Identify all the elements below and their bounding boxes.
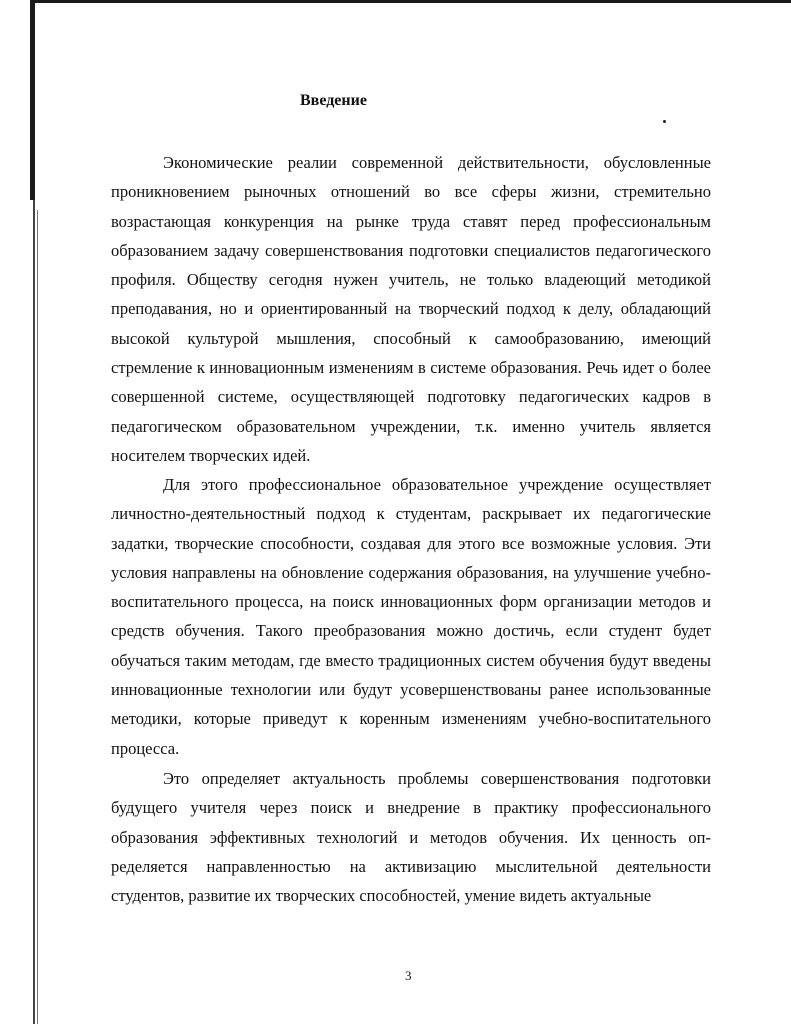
scan-border-top bbox=[34, 0, 791, 3]
paragraph-3: Это определяет актуальность проблемы совершенствования подготовки будущего учителя через поиск и внедрение в практику профессионального образования эффективных технологий и методов обучения. Их ценность определяется направленностью на активизацию мыслительной деятельности студентов, развитие их творческих способностей, умение видеть актуальные bbox=[111, 769, 711, 906]
scan-border-left bbox=[33, 200, 35, 1024]
scan-border-left-inner bbox=[37, 210, 38, 1024]
scan-speck bbox=[663, 120, 666, 123]
scan-border-left-top bbox=[30, 0, 35, 200]
paragraph-2: Для этого профессиональное образовательное учреждение осуществляет личностно-деятельностный подход к студентам, раскрывает их педагогические задатки, творческие способности, создавая для этого все возможные условия. Эти условия направлены на обновление содержания образования, на улучшение учебно-воспитательного процесса, на поиск инновационных форм организации методов и средств обучения. Такого преобразования можно достичь, если студент будет обучаться таким методам, где вместо традиционных систем обучения будут введены инновационные технологии или будут усовершенствованы ранее использованные методики, которые приведут к коренным изменениям учебно-воспитательного процесса. bbox=[111, 475, 711, 758]
page-heading: Введение bbox=[300, 92, 367, 109]
page-number: 3 bbox=[405, 968, 412, 983]
paragraph-1: Экономические реалии современной действительности, обусловленные проникновением рыночных отношений во все сферы жизни, стремительно возрастающая конкуренция на рынке труда ставят перед профессиональным образованием задачу совершенствования подготовки специалистов педагогического профиля. Обществу сегодня нужен учитель, не только владеющий методикой преподавания, но и ориентированный на творческий подход к делу, обладающий высокой культурой мышления, способный к самообразованию, имеющий стремление к инновационным изменениям в системе образования. Речь идет о более совершенной системе, осуществляющей подготовку педагогических кадров в педагогическом образовательном учреждении, т.к. именно учитель является носителем творческих идей. bbox=[111, 153, 711, 465]
